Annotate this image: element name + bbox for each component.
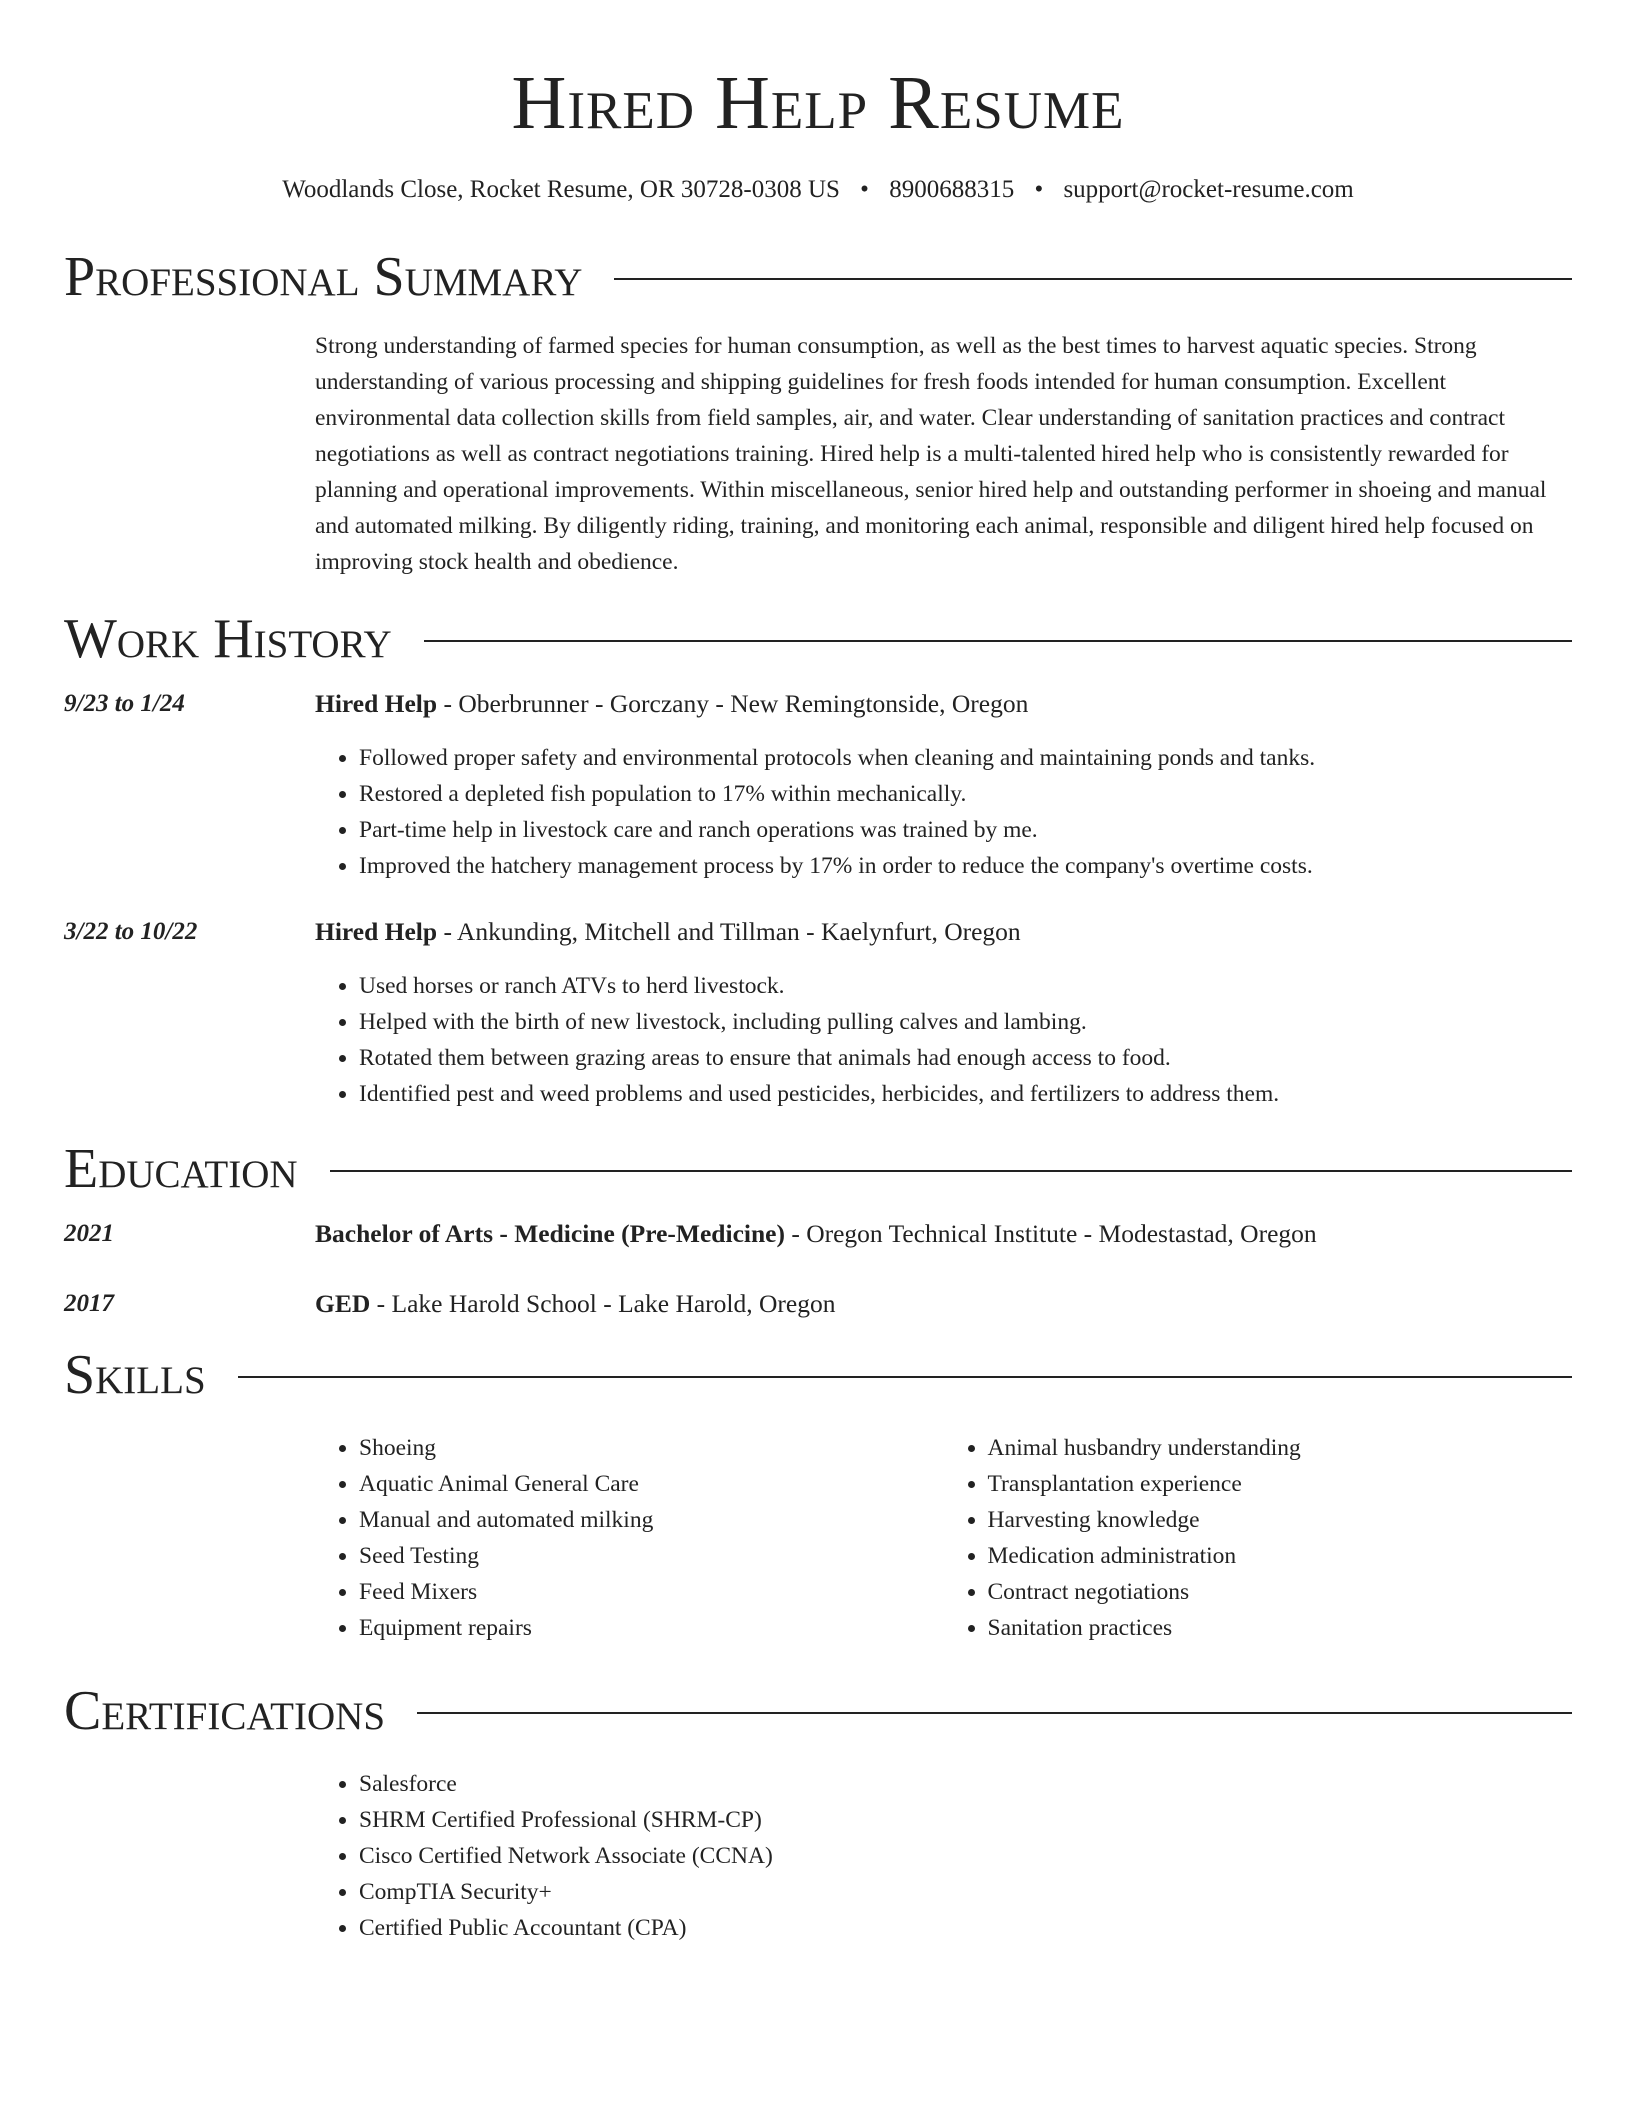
education-entry	[64, 1216, 1572, 1252]
job-role: Hired Help	[315, 688, 438, 718]
certification-item: • Certified Public Accountant (CPA)	[359, 1910, 1572, 1946]
job-bullet: • Improved the hatchery management process by 17% in order to reduce the company's overtime costs.	[359, 848, 1572, 884]
skills-column-left	[315, 1430, 944, 1646]
job-bullet: • Restored a depleted fish population to 17% within mechanically.	[359, 776, 1572, 812]
section-title-certifications: Certifications	[64, 1679, 386, 1742]
job-details: - Ankunding, Mitchell and Tillman - Kaelynfurt, Oregon	[437, 916, 1021, 946]
section-header-work	[64, 604, 1572, 674]
skill-item: • Harvesting knowledge	[988, 1502, 1573, 1538]
education-degree: GED	[315, 1288, 371, 1318]
skills-column-right	[944, 1430, 1573, 1646]
job-bullet: • Rotated them between grazing areas to ensure that animals had enough access to food.	[359, 1040, 1572, 1076]
job-bullets	[315, 968, 1572, 1112]
section-divider	[238, 1376, 1572, 1378]
certification-item: • Salesforce	[359, 1766, 1572, 1802]
job-title-line	[315, 914, 1572, 950]
job-body	[315, 914, 1572, 1112]
job-entry	[64, 686, 1572, 884]
skill-item: • Animal husbandry understanding	[988, 1430, 1573, 1466]
contact-address: Woodlands Close, Rocket Resume, OR 30728-0308 US	[282, 176, 840, 203]
section-title-education: Education	[64, 1137, 298, 1200]
section-title-skills: Skills	[64, 1343, 206, 1406]
skill-item: • Equipment repairs	[359, 1610, 944, 1646]
contact-separator: •	[1034, 176, 1044, 203]
section-title-work: Work History	[64, 607, 392, 670]
skill-item: • Feed Mixers	[359, 1574, 944, 1610]
certifications-list	[315, 1766, 1572, 1946]
section-header-skills	[64, 1340, 1572, 1410]
resume-name: Hired Help Resume	[511, 61, 1125, 145]
section-header-certifications	[64, 1676, 1572, 1746]
job-title-line	[315, 686, 1572, 722]
education-year: 2017	[64, 1289, 114, 1317]
job-details: - Oberbrunner - Gorczany - New Remingtonside, Oregon	[437, 688, 1029, 718]
job-entry	[64, 914, 1572, 1112]
certification-item: • Cisco Certified Network Associate (CCNA)	[359, 1838, 1572, 1874]
summary-text: Strong understanding of farmed species for human consumption, as well as the best times to harvest aquatic species. Strong understanding of various processing and shipping guidelines for fresh foods intended for human consumption. Excellent environmental data collection skills from field samples, air, and water. Clear understanding of sanitation practices and contract negotiations as well as contract negotiations training. Hired help is a multi-talented hired help who is consistently rewarded for planning and operational improvements. Within miscellaneous, senior hired help and outstanding performer in shoeing and manual and automated milking. By diligently riding, training, and monitoring each animal, responsible and diligent hired help focused on improving stock health and obedience.	[315, 333, 1547, 575]
section-title-summary: Professional Summary	[64, 246, 583, 308]
skill-item: • Seed Testing	[359, 1538, 944, 1574]
skill-item: • Contract negotiations	[988, 1574, 1573, 1610]
certifications-bullets	[315, 1766, 1572, 1946]
job-bullet: • Helped with the birth of new livestock, including pulling calves and lambing.	[359, 1004, 1572, 1040]
certification-item: • CompTIA Security+	[359, 1874, 1572, 1910]
contact-phone: 8900688315	[889, 176, 1015, 203]
skill-item: • Shoeing	[359, 1430, 944, 1466]
section-divider	[614, 278, 1572, 280]
education-degree: Bachelor of Arts - Medicine (Pre-Medicine)	[315, 1218, 785, 1248]
job-body	[315, 686, 1572, 884]
education-body	[315, 1286, 1572, 1322]
education-title-line	[315, 1286, 1572, 1322]
job-dates: 3/22 to 10/22	[64, 917, 198, 945]
skill-item: • Transplantation experience	[988, 1466, 1573, 1502]
certification-item: • SHRM Certified Professional (SHRM-CP)	[359, 1802, 1572, 1838]
contact-email: support@rocket-resume.com	[1063, 176, 1354, 203]
education-title-line	[315, 1216, 1572, 1252]
section-divider	[330, 1170, 1572, 1172]
job-role: Hired Help	[315, 916, 438, 946]
skill-item: • Manual and automated milking	[359, 1502, 944, 1538]
education-year: 2021	[64, 1219, 114, 1247]
section-header-education	[64, 1134, 1572, 1204]
skill-item: • Aquatic Animal General Care	[359, 1466, 944, 1502]
contact-line	[64, 172, 1572, 208]
job-bullet: • Followed proper safety and environmental protocols when cleaning and maintaining ponds and tanks.	[359, 740, 1572, 776]
job-bullet: • Identified pest and weed problems and used pesticides, herbicides, and fertilizers to address them.	[359, 1076, 1572, 1112]
skill-item: • Sanitation practices	[988, 1610, 1573, 1646]
education-details: - Oregon Technical Institute - Modestastad, Oregon	[784, 1218, 1317, 1248]
skills-list	[315, 1430, 1572, 1646]
job-bullets	[315, 740, 1572, 884]
job-bullet: • Part-time help in livestock care and ranch operations was trained by me.	[359, 812, 1572, 848]
skill-item: • Medication administration	[988, 1538, 1573, 1574]
education-entry	[64, 1286, 1572, 1322]
section-header-summary	[64, 242, 1572, 312]
education-body	[315, 1216, 1572, 1252]
section-divider	[424, 640, 1572, 642]
education-details: - Lake Harold School - Lake Harold, Oregon	[370, 1288, 836, 1318]
job-dates: 9/23 to 1/24	[64, 689, 185, 717]
resume-page	[64, 0, 1572, 1946]
contact-separator: •	[860, 176, 869, 203]
section-divider	[417, 1712, 1572, 1714]
job-bullet: • Used horses or ranch ATVs to herd livestock.	[359, 968, 1572, 1004]
